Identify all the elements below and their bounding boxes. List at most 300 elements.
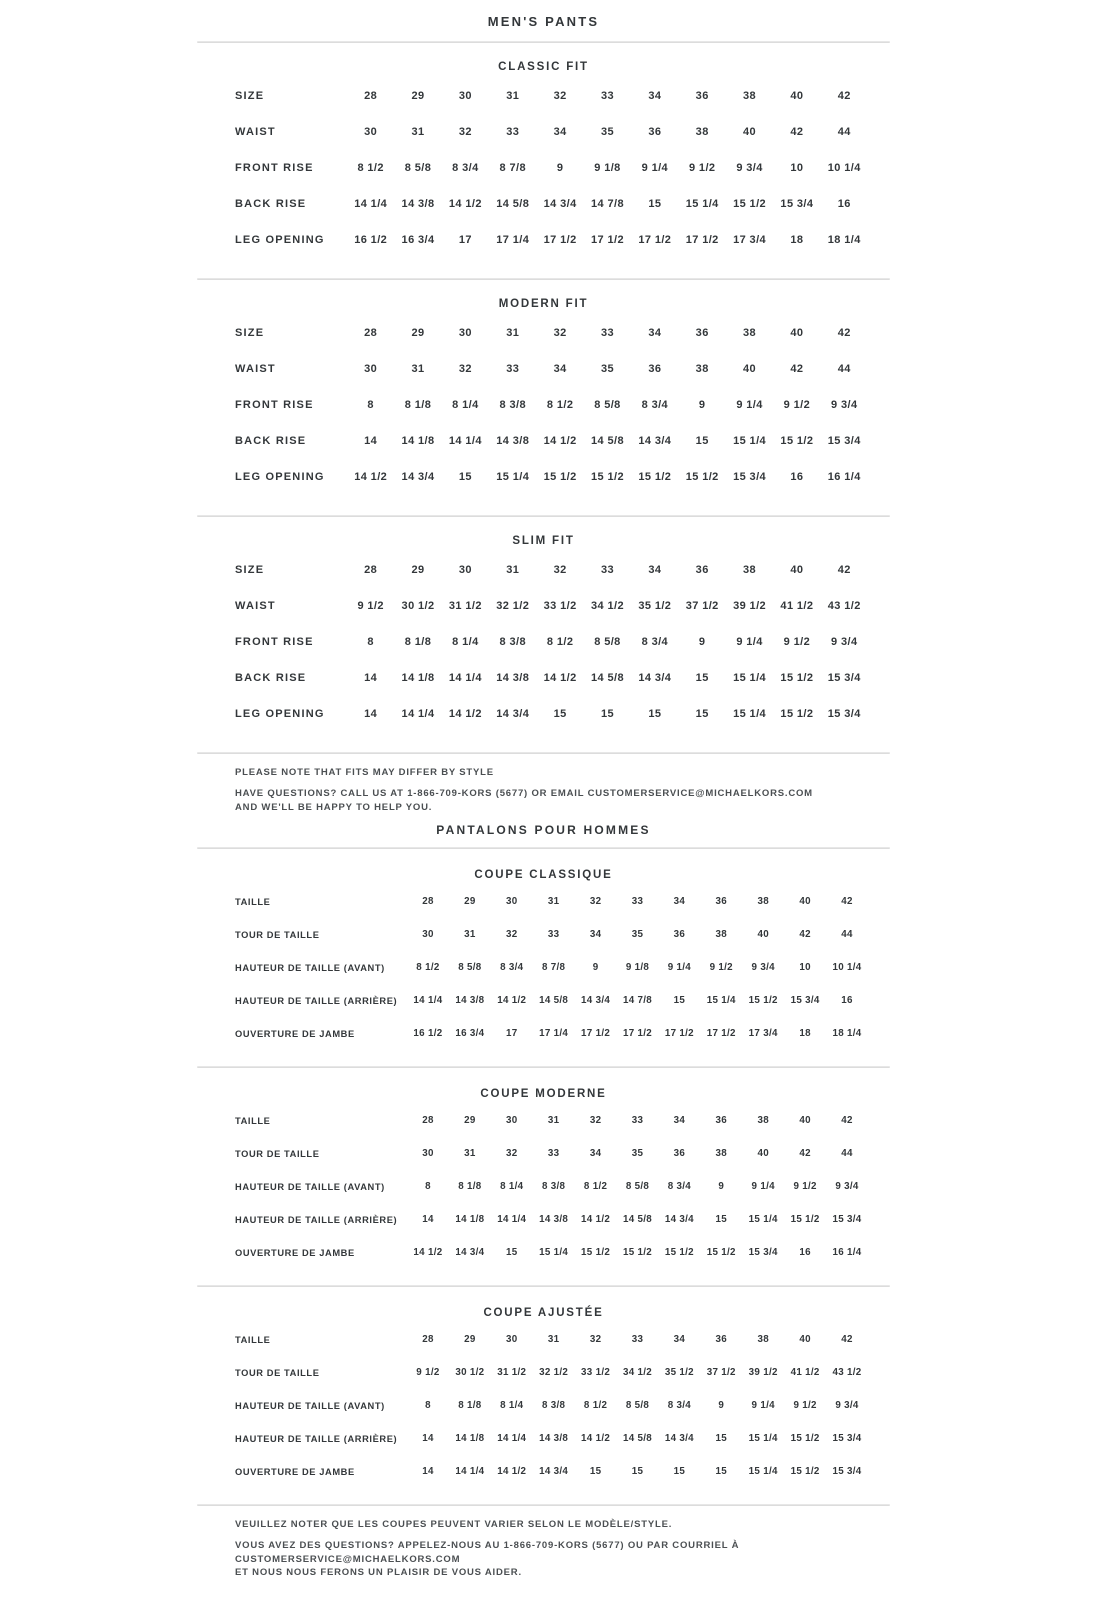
cell-value: 15 1/2 <box>780 435 814 447</box>
cell-value: 17 3/4 <box>733 234 767 246</box>
cell-value: 17 1/4 <box>539 1028 569 1039</box>
cell-value: 14 3/4 <box>581 995 611 1006</box>
cell-value: 14 1/8 <box>455 1214 485 1225</box>
cell-value: 33 1/2 <box>543 600 577 612</box>
notes-english <box>197 767 890 814</box>
row-label: FRONT RISE <box>235 399 314 411</box>
cell-value: 38 <box>743 327 757 339</box>
cell-value: 15 3/4 <box>748 1247 778 1258</box>
cell-value: 18 <box>799 1028 811 1039</box>
row-values <box>347 435 868 447</box>
cell-value: 36 <box>695 90 709 102</box>
cell-value: 8 3/4 <box>641 636 669 648</box>
cell-value: 30 <box>422 1148 434 1159</box>
table-row <box>235 660 868 696</box>
cell-value: 17 1/2 <box>590 234 624 246</box>
cell-value: 15 1/2 <box>790 1214 820 1225</box>
table-row <box>235 150 868 186</box>
cell-value: 42 <box>837 327 851 339</box>
cell-value: 32 1/2 <box>496 600 530 612</box>
cell-value: 40 <box>790 564 804 576</box>
row-values <box>347 471 868 483</box>
cell-value: 8 5/8 <box>458 962 482 973</box>
section-classic-fit <box>197 61 890 268</box>
cell-value: 36 <box>648 126 662 138</box>
table-row <box>235 351 868 387</box>
cell-value: 29 <box>464 1115 476 1126</box>
cell-value: 30 1/2 <box>401 600 435 612</box>
table-row <box>235 315 868 351</box>
row-label: OUVERTURE DE JAMBE <box>235 1247 355 1258</box>
cell-value: 32 <box>553 564 567 576</box>
row-values <box>407 1466 868 1477</box>
cell-value: 14 3/4 <box>664 1214 694 1225</box>
cell-value: 8 5/8 <box>594 399 621 411</box>
cell-value: 15 <box>589 1466 602 1477</box>
cell-value: 14 1/2 <box>497 995 527 1006</box>
table-row <box>235 951 868 984</box>
cell-value: 40 <box>757 929 769 940</box>
fit-disclaimer-en: PLEASE NOTE THAT FITS MAY DIFFER BY STYLE <box>235 767 494 778</box>
cell-value: 31 <box>464 929 476 940</box>
cell-value: 14 <box>422 1433 434 1444</box>
cell-value: 15 1/2 <box>733 198 767 210</box>
cell-value: 14 1/4 <box>448 672 482 684</box>
cell-value: 17 1/2 <box>543 234 577 246</box>
cell-value: 14 <box>422 1466 434 1477</box>
cell-value: 15 3/4 <box>832 1466 862 1477</box>
row-label: FRONT RISE <box>235 636 314 648</box>
cell-value: 30 <box>458 90 472 102</box>
cell-value: 14 5/8 <box>622 1214 652 1225</box>
cell-value: 14 3/4 <box>539 1466 569 1477</box>
cell-value: 14 1/2 <box>543 672 577 684</box>
cell-value: 14 1/8 <box>401 435 435 447</box>
row-label: HAUTEUR DE TAILLE (ARRIÈRE) <box>235 995 398 1006</box>
section-title-coupe-moderne: COUPE MODERNE <box>480 1088 607 1100</box>
cell-value: 9 3/4 <box>831 636 858 648</box>
cell-value: 42 <box>799 929 811 940</box>
cell-value: 15 1/2 <box>780 672 814 684</box>
cell-value: 37 1/2 <box>706 1367 736 1378</box>
cell-value: 44 <box>841 929 853 940</box>
cell-value: 10 1/4 <box>827 162 861 174</box>
row-label: HAUTEUR DE TAILLE (ARRIÈRE) <box>235 1214 398 1225</box>
cell-value: 15 1/4 <box>733 672 767 684</box>
row-values <box>347 363 868 375</box>
cell-value: 14 1/8 <box>401 672 435 684</box>
cell-value: 17 <box>458 234 472 246</box>
cell-value: 40 <box>757 1148 769 1159</box>
cell-value: 8 5/8 <box>625 1400 650 1411</box>
cell-value: 15 1/4 <box>748 1433 778 1444</box>
cell-value: 8 1/4 <box>452 636 479 648</box>
cell-value: 15 1/2 <box>543 471 577 483</box>
cell-value: 15 1/2 <box>590 471 624 483</box>
section-coupe-ajustee <box>197 1307 890 1494</box>
cell-value: 8 1/8 <box>458 1181 482 1192</box>
table-row <box>235 114 868 150</box>
row-label: TOUR DE TAILLE <box>235 1148 320 1159</box>
cell-value: 8 5/8 <box>625 1181 650 1192</box>
coupe-ajustee-table <box>197 1319 890 1488</box>
cell-value: 36 <box>715 896 728 907</box>
cell-value: 14 1/4 <box>413 995 443 1006</box>
cell-value: 34 1/2 <box>622 1367 652 1378</box>
cell-value: 14 5/8 <box>496 198 530 210</box>
cell-value: 8 3/4 <box>667 1181 692 1192</box>
cell-value: 14 <box>364 708 378 720</box>
row-values <box>407 1247 868 1258</box>
cell-value: 33 <box>631 1334 644 1345</box>
cell-value: 17 1/2 <box>638 234 672 246</box>
cell-value: 17 1/2 <box>685 234 719 246</box>
cell-value: 38 <box>715 1148 728 1159</box>
cell-value: 30 1/2 <box>455 1367 485 1378</box>
cell-value: 8 1/8 <box>458 1400 482 1411</box>
cell-value: 15 1/4 <box>748 1214 778 1225</box>
cell-value: 31 <box>547 896 560 907</box>
cell-value: 9 <box>718 1400 725 1411</box>
cell-value: 36 <box>715 1334 728 1345</box>
cell-value: 8 1/2 <box>546 399 574 411</box>
cell-value: 9 1/4 <box>751 1181 775 1192</box>
cell-value: 15 1/4 <box>748 1466 778 1477</box>
cell-value: 29 <box>411 327 425 339</box>
cell-value: 15 <box>695 672 709 684</box>
row-label: SIZE <box>235 327 265 339</box>
cell-value: 14 7/8 <box>590 198 624 210</box>
cell-value: 14 3/4 <box>543 198 577 210</box>
table-row <box>235 78 868 114</box>
cell-value: 14 5/8 <box>590 672 624 684</box>
cell-value: 8 5/8 <box>404 162 432 174</box>
cell-value: 30 <box>458 564 472 576</box>
cell-value: 9 <box>718 1181 725 1192</box>
row-values <box>407 1028 868 1039</box>
cell-value: 14 1/2 <box>543 435 577 447</box>
row-label: TAILLE <box>235 1115 271 1126</box>
row-values <box>347 198 868 210</box>
cell-value: 28 <box>422 1334 434 1345</box>
cell-value: 17 1/2 <box>622 1028 652 1039</box>
table-row <box>235 186 868 222</box>
cell-value: 14 3/4 <box>638 435 672 447</box>
cell-value: 8 3/4 <box>500 962 524 973</box>
cell-value: 14 5/8 <box>590 435 624 447</box>
cell-value: 33 1/2 <box>581 1367 611 1378</box>
cell-value: 14 3/4 <box>638 672 672 684</box>
table-row <box>235 459 868 495</box>
cell-value: 33 <box>631 896 644 907</box>
classic-fit-table <box>197 73 890 258</box>
cell-value: 14 5/8 <box>539 995 569 1006</box>
section-title-slim-fit: SLIM FIT <box>512 535 575 547</box>
cell-value: 14 1/2 <box>448 198 482 210</box>
cell-value: 38 <box>695 126 709 138</box>
divider <box>197 1504 890 1506</box>
contact-note-en-line2: AND WE'LL BE HAPPY TO HELP YOU. <box>235 801 433 813</box>
cell-value: 17 1/4 <box>496 234 530 246</box>
cell-value: 33 <box>600 327 614 339</box>
cell-value: 30 <box>364 363 378 375</box>
cell-value: 15 <box>600 708 614 720</box>
row-values <box>407 1367 868 1378</box>
cell-value: 34 <box>673 1334 686 1345</box>
row-values <box>347 234 868 246</box>
cell-value: 15 1/2 <box>706 1247 736 1258</box>
section-slim-fit <box>197 535 890 742</box>
cell-value: 31 1/2 <box>497 1367 527 1378</box>
cell-value: 32 1/2 <box>539 1367 569 1378</box>
divider <box>197 847 890 849</box>
row-label: LEG OPENING <box>235 471 325 483</box>
cell-value: 14 3/4 <box>401 471 435 483</box>
row-label: TAILLE <box>235 896 271 907</box>
cell-value: 18 1/4 <box>832 1028 862 1039</box>
cell-value: 44 <box>837 126 851 138</box>
cell-value: 34 <box>553 126 567 138</box>
cell-value: 29 <box>464 896 476 907</box>
cell-value: 9 3/4 <box>831 399 858 411</box>
cell-value: 8 3/4 <box>452 162 479 174</box>
cell-value: 31 <box>411 363 425 375</box>
cell-value: 35 <box>600 126 614 138</box>
cell-value: 14 1/8 <box>455 1433 485 1444</box>
table-row <box>235 1422 868 1455</box>
row-values <box>407 1148 868 1159</box>
row-values <box>407 929 868 940</box>
row-label: BACK RISE <box>235 672 307 684</box>
cell-value: 33 <box>547 1148 560 1159</box>
size-chart-page <box>197 0 890 1580</box>
cell-value: 17 3/4 <box>748 1028 778 1039</box>
cell-value: 30 <box>506 896 518 907</box>
cell-value: 15 1/2 <box>790 1466 820 1477</box>
cell-value: 42 <box>799 1148 811 1159</box>
row-label: HAUTEUR DE TAILLE (AVANT) <box>235 1181 385 1192</box>
cell-value: 31 <box>547 1334 560 1345</box>
table-row <box>235 918 868 951</box>
cell-value: 33 <box>600 90 614 102</box>
row-label: LEG OPENING <box>235 708 325 720</box>
table-row <box>235 1389 868 1422</box>
table-row <box>235 624 868 660</box>
contact-note-fr-line1: VOUS AVEZ DES QUESTIONS? APPELEZ-NOUS AU 1-866-709-KORS (5677) OU PAR COURRIEL À CUSTOMERSERVICE@MICHAELKORS.COM <box>235 1540 740 1565</box>
cell-value: 38 <box>757 896 769 907</box>
cell-value: 10 <box>799 962 811 973</box>
cell-value: 15 3/4 <box>832 1433 862 1444</box>
cell-value: 30 <box>422 929 434 940</box>
cell-value: 14 1/2 <box>413 1247 443 1258</box>
cell-value: 33 <box>631 1115 644 1126</box>
cell-value: 15 <box>715 1433 728 1444</box>
cell-value: 17 1/2 <box>664 1028 694 1039</box>
cell-value: 34 <box>648 327 662 339</box>
cell-value: 15 3/4 <box>790 995 820 1006</box>
cell-value: 40 <box>743 126 757 138</box>
cell-value: 15 1/2 <box>664 1247 694 1258</box>
cell-value: 8 3/8 <box>499 399 526 411</box>
cell-value: 9 1/8 <box>625 962 650 973</box>
cell-value: 40 <box>799 896 811 907</box>
cell-value: 15 <box>648 198 662 210</box>
cell-value: 9 <box>592 962 599 973</box>
cell-value: 14 3/4 <box>664 1433 694 1444</box>
cell-value: 8 1/4 <box>452 399 479 411</box>
cell-value: 15 1/2 <box>581 1247 611 1258</box>
modern-fit-table <box>197 310 890 495</box>
row-values <box>407 1115 868 1126</box>
cell-value: 44 <box>841 1148 853 1159</box>
cell-value: 8 <box>367 399 374 411</box>
cell-value: 44 <box>837 363 851 375</box>
cell-value: 39 1/2 <box>748 1367 778 1378</box>
cell-value: 8 1/2 <box>583 1400 608 1411</box>
contact-note-en-line1: HAVE QUESTIONS? CALL US AT 1-866-709-KORS (5677) OR EMAIL CUSTOMERSERVICE@MICHAELKORS.COM <box>235 788 813 799</box>
cell-value: 16 <box>841 995 853 1006</box>
page-title: MEN'S PANTS <box>487 14 600 29</box>
cell-value: 14 1/2 <box>354 471 388 483</box>
cell-value: 30 <box>364 126 378 138</box>
cell-value: 17 1/2 <box>706 1028 736 1039</box>
cell-value: 34 <box>648 90 662 102</box>
cell-value: 8 5/8 <box>594 636 621 648</box>
cell-value: 9 1/4 <box>736 636 763 648</box>
cell-value: 15 3/4 <box>827 672 861 684</box>
row-label: TOUR DE TAILLE <box>235 1367 320 1378</box>
cell-value: 36 <box>695 327 709 339</box>
cell-value: 9 1/2 <box>416 1367 440 1378</box>
cell-value: 14 1/2 <box>448 708 482 720</box>
divider <box>197 41 890 43</box>
cell-value: 9 1/4 <box>667 962 692 973</box>
cell-value: 9 3/4 <box>835 1400 859 1411</box>
row-label: SIZE <box>235 564 265 576</box>
cell-value: 29 <box>411 90 425 102</box>
cell-value: 36 <box>715 1115 728 1126</box>
cell-value: 34 <box>673 896 686 907</box>
cell-value: 15 1/2 <box>622 1247 652 1258</box>
table-row <box>235 885 868 918</box>
cell-value: 9 1/2 <box>357 600 384 612</box>
section-title-coupe-classique: COUPE CLASSIQUE <box>474 869 613 881</box>
table-row <box>235 222 868 258</box>
row-values <box>407 896 868 907</box>
cell-value: 16 1/2 <box>354 234 388 246</box>
cell-value: 14 1/2 <box>581 1433 611 1444</box>
cell-value: 15 1/2 <box>638 471 672 483</box>
cell-value: 14 3/8 <box>455 995 485 1006</box>
coupe-moderne-table <box>197 1100 890 1269</box>
cell-value: 10 1/4 <box>832 962 862 973</box>
cell-value: 9 <box>698 636 706 648</box>
cell-value: 42 <box>837 90 851 102</box>
row-label: BACK RISE <box>235 435 307 447</box>
cell-value: 29 <box>464 1334 476 1345</box>
cell-value: 36 <box>673 929 686 940</box>
cell-value: 15 <box>673 1466 686 1477</box>
row-label: HAUTEUR DE TAILLE (AVANT) <box>235 1400 385 1411</box>
cell-value: 15 3/4 <box>832 1214 862 1225</box>
row-values <box>347 672 868 684</box>
section-title-classic-fit: CLASSIC FIT <box>498 61 589 73</box>
section-title-coupe-ajustee: COUPE AJUSTÉE <box>483 1307 604 1319</box>
cell-value: 14 1/4 <box>448 435 482 447</box>
cell-value: 42 <box>790 126 804 138</box>
cell-value: 16 1/4 <box>832 1247 862 1258</box>
cell-value: 15 3/4 <box>827 435 861 447</box>
cell-value: 18 1/4 <box>827 234 861 246</box>
cell-value: 35 1/2 <box>664 1367 694 1378</box>
row-label: OUVERTURE DE JAMBE <box>235 1028 355 1039</box>
row-label: OUVERTURE DE JAMBE <box>235 1466 355 1477</box>
cell-value: 30 <box>458 327 472 339</box>
row-values <box>347 708 868 720</box>
cell-value: 15 <box>695 708 709 720</box>
cell-value: 8 1/2 <box>546 636 574 648</box>
row-values <box>347 126 868 138</box>
cell-value: 14 3/4 <box>455 1247 485 1258</box>
cell-value: 14 1/2 <box>581 1214 611 1225</box>
cell-value: 28 <box>422 896 434 907</box>
cell-value: 29 <box>411 564 425 576</box>
cell-value: 28 <box>422 1115 434 1126</box>
divider <box>197 1066 890 1068</box>
cell-value: 28 <box>364 564 378 576</box>
row-label: TAILLE <box>235 1334 271 1345</box>
cell-value: 42 <box>790 363 804 375</box>
cell-value: 35 <box>600 363 614 375</box>
cell-value: 8 1/2 <box>583 1181 608 1192</box>
cell-value: 9 3/4 <box>736 162 763 174</box>
row-label: SIZE <box>235 90 265 102</box>
cell-value: 15 <box>715 1214 728 1225</box>
cell-value: 14 <box>364 435 378 447</box>
cell-value: 16 3/4 <box>455 1028 485 1039</box>
cell-value: 32 <box>506 1148 518 1159</box>
cell-value: 8 1/2 <box>357 162 384 174</box>
cell-value: 9 1/2 <box>783 399 811 411</box>
cell-value: 15 <box>648 708 662 720</box>
row-label: WAIST <box>235 126 276 138</box>
row-values <box>347 600 868 612</box>
cell-value: 16 <box>837 198 851 210</box>
cell-value: 41 1/2 <box>780 600 814 612</box>
cell-value: 34 <box>553 363 567 375</box>
cell-value: 10 <box>790 162 804 174</box>
cell-value: 28 <box>364 90 378 102</box>
cell-value: 9 <box>556 162 564 174</box>
cell-value: 31 1/2 <box>448 600 482 612</box>
cell-value: 9 3/4 <box>751 962 775 973</box>
cell-value: 32 <box>553 90 567 102</box>
table-row <box>235 984 868 1017</box>
table-row <box>235 1236 868 1269</box>
cell-value: 34 <box>589 1148 602 1159</box>
cell-value: 39 1/2 <box>733 600 767 612</box>
cell-value: 8 1/4 <box>500 1400 524 1411</box>
cell-value: 30 <box>506 1115 518 1126</box>
table-row <box>235 1455 868 1488</box>
cell-value: 31 <box>506 90 520 102</box>
table-row <box>235 1137 868 1170</box>
cell-value: 32 <box>589 896 602 907</box>
cell-value: 15 1/4 <box>685 198 719 210</box>
cell-value: 40 <box>790 327 804 339</box>
cell-value: 15 1/2 <box>748 995 778 1006</box>
cell-value: 16 1/2 <box>413 1028 443 1039</box>
